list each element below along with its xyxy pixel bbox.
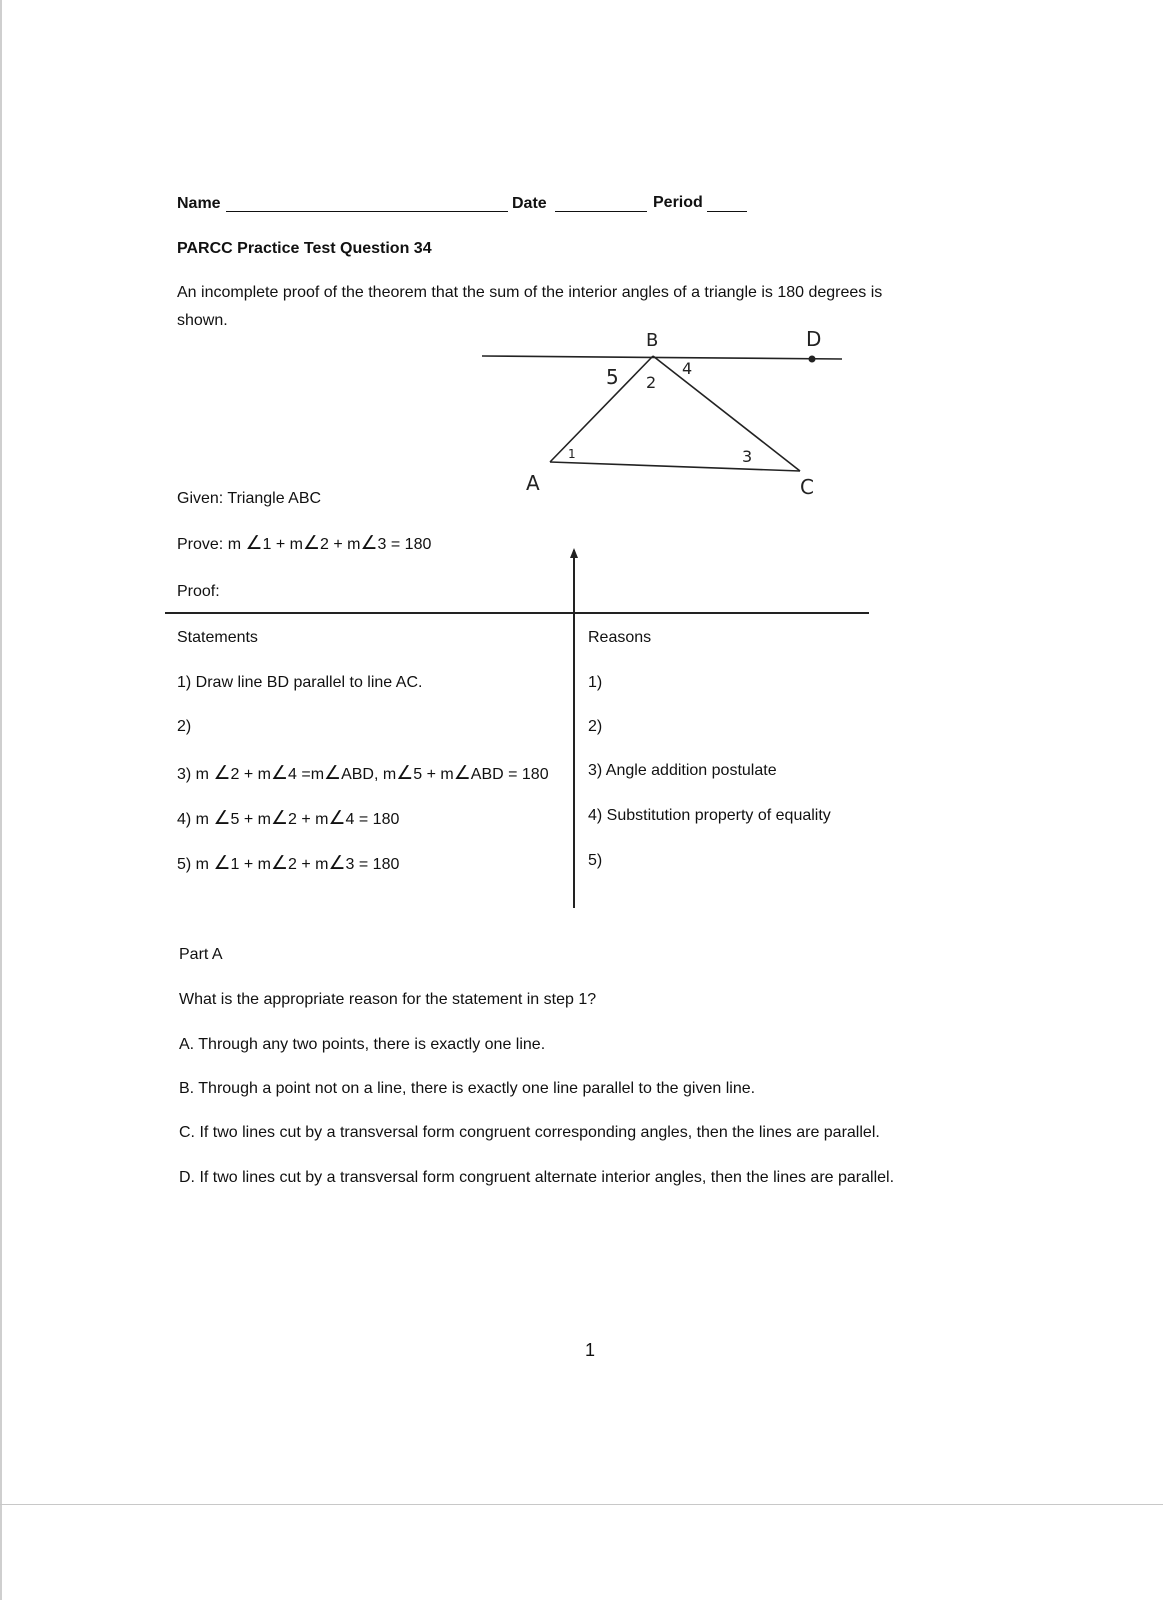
statement-3 — [177, 762, 549, 784]
angle-symbol: ∠ — [324, 762, 342, 784]
angle-symbol: ∠ — [213, 852, 231, 874]
option-b: B. Through a point not on a line, there is exactly one line parallel to the given line. — [179, 1080, 756, 1097]
table-horizontal-rule — [165, 612, 869, 614]
angle-symbol: ∠ — [213, 762, 231, 784]
s3-part: 5 + m — [413, 766, 454, 783]
angle-symbol: ∠ — [213, 807, 231, 829]
s3-part: ABD, m — [341, 766, 397, 783]
statement-4 — [177, 807, 399, 829]
period-blank — [707, 211, 747, 212]
s4-part: 4 = 180 — [345, 811, 400, 828]
prove-prefix: Prove: m — [177, 536, 242, 553]
table-vertical-rule — [573, 550, 575, 908]
name-label: Name — [177, 195, 221, 212]
angle-symbol: ∠ — [245, 532, 263, 554]
label-angle-5: 5 — [606, 365, 619, 389]
label-angle-3: 3 — [742, 447, 753, 466]
s5-part: 5) m — [177, 856, 209, 873]
reason-3: 3) Angle addition postulate — [588, 762, 777, 779]
prove-statement — [177, 532, 431, 554]
s5-part: 3 = 180 — [345, 856, 400, 873]
angle-symbol: ∠ — [396, 762, 414, 784]
s4-part: 4) m — [177, 811, 209, 828]
page-title: PARCC Practice Test Question 34 — [177, 240, 432, 257]
label-c: C — [800, 475, 814, 498]
s5-part: 1 + m — [230, 856, 271, 873]
reason-5: 5) — [588, 852, 603, 869]
angle-symbol: ∠ — [328, 807, 346, 829]
prove-term-3: 3 = 180 — [377, 536, 432, 553]
reasons-header: Reasons — [588, 629, 652, 646]
given-text: Given: Triangle ABC — [177, 490, 322, 507]
angle-symbol: ∠ — [270, 852, 289, 874]
angle-symbol: ∠ — [328, 852, 346, 874]
line-bd — [482, 356, 842, 359]
s3-part: 4 =m — [288, 766, 325, 783]
angle-symbol: ∠ — [360, 532, 378, 554]
label-angle-4: 4 — [682, 359, 693, 378]
point-d-dot — [809, 356, 816, 363]
part-a-question: What is the appropriate reason for the statement in step 1? — [179, 991, 597, 1008]
reason-4: 4) Substitution property of equality — [588, 807, 831, 824]
date-blank — [555, 211, 647, 212]
label-b: B — [646, 330, 659, 351]
triangle-diagram — [470, 318, 850, 498]
statement-2: 2) — [177, 718, 192, 735]
reason-2: 2) — [588, 718, 603, 735]
angle-symbol: ∠ — [453, 762, 471, 784]
angle-symbol: ∠ — [270, 762, 289, 784]
prove-term-2: 2 + m — [320, 536, 361, 553]
proof-label: Proof: — [177, 583, 220, 600]
label-angle-1: 1 — [568, 447, 576, 461]
part-a-heading: Part A — [179, 946, 223, 963]
s4-part: 5 + m — [230, 811, 271, 828]
angle-symbol: ∠ — [302, 532, 321, 554]
table-rule-arrow — [570, 548, 578, 558]
option-c: C. If two lines cut by a transversal form congruent corresponding angles, then the lines are parallel. — [179, 1124, 880, 1141]
name-blank — [226, 211, 508, 212]
period-label: Period — [653, 194, 703, 211]
side-ab — [550, 356, 653, 462]
scan-line — [0, 1504, 1163, 1505]
s3-part: ABD = 180 — [470, 766, 549, 783]
intro-line-2: shown. — [177, 312, 228, 329]
statement-5 — [177, 852, 399, 874]
s4-part: 2 + m — [288, 811, 329, 828]
reason-1: 1) — [588, 674, 603, 691]
option-d: D. If two lines cut by a transversal form congruent alternate interior angles, then the lines are parallel. — [179, 1169, 895, 1186]
statement-1: 1) Draw line BD parallel to line AC. — [177, 674, 423, 691]
label-d: D — [806, 327, 822, 351]
page-number: 1 — [585, 1340, 596, 1360]
s3-part: 3) m — [177, 766, 209, 783]
intro-line-1: An incomplete proof of the theorem that the sum of the interior angles of a triangle is 180 degrees is — [177, 284, 883, 301]
s3-part: 2 + m — [230, 766, 271, 783]
scan-edge — [0, 0, 2, 1600]
statements-header: Statements — [177, 629, 258, 646]
angle-symbol: ∠ — [270, 807, 289, 829]
label-angle-2: 2 — [646, 373, 657, 392]
s5-part: 2 + m — [288, 856, 329, 873]
side-bc — [653, 356, 800, 471]
label-a: A — [526, 471, 540, 495]
side-ac — [550, 462, 800, 471]
date-label: Date — [512, 195, 547, 212]
option-a: A. Through any two points, there is exactly one line. — [179, 1036, 546, 1053]
prove-term-1: 1 + m — [262, 536, 303, 553]
